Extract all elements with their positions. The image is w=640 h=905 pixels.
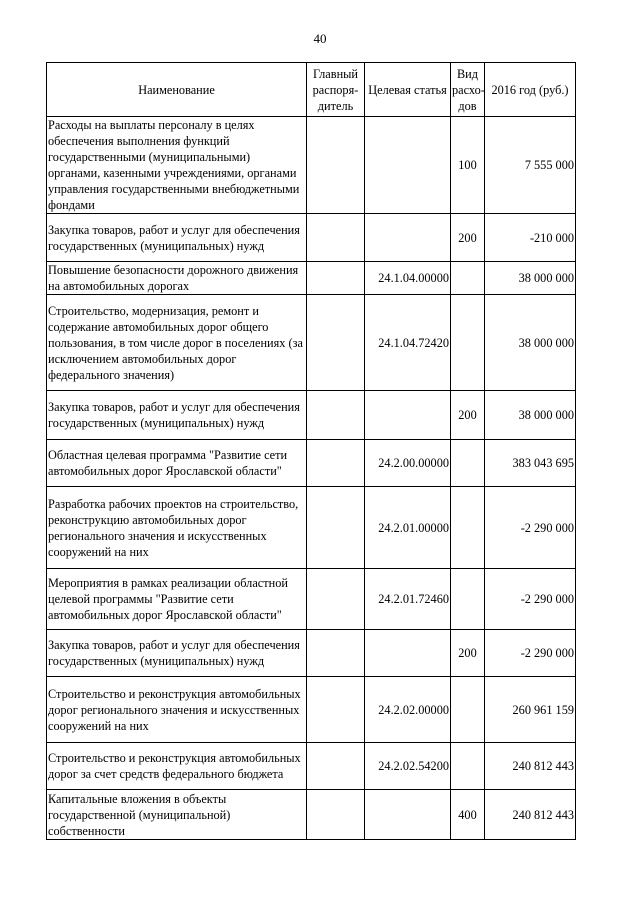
cell-manager	[307, 487, 365, 569]
cell-manager	[307, 677, 365, 743]
table-row	[47, 391, 576, 440]
cell-target: 24.2.00.00000	[365, 440, 451, 487]
table-row	[47, 117, 576, 214]
cell-target	[365, 117, 451, 214]
cell-manager	[307, 214, 365, 262]
cell-manager	[307, 262, 365, 295]
table-header-row	[47, 63, 576, 117]
cell-name: Закупка товаров, работ и услуг для обеспечения государственных (муниципальных) нужд	[47, 630, 307, 677]
cell-target: 24.2.02.54200	[365, 743, 451, 790]
table-row	[47, 295, 576, 391]
cell-manager	[307, 391, 365, 440]
cell-manager	[307, 743, 365, 790]
cell-kind	[451, 677, 485, 743]
table-row	[47, 630, 576, 677]
cell-kind: 100	[451, 117, 485, 214]
cell-kind	[451, 262, 485, 295]
cell-amount: 240 812 443	[485, 790, 576, 840]
cell-amount: -2 290 000	[485, 630, 576, 677]
cell-name: Строительство и реконструкция автомобильных дорог за счет средств федерального бюджета	[47, 743, 307, 790]
cell-kind	[451, 295, 485, 391]
cell-name: Расходы на выплаты персоналу в целях обеспечения выполнения функций государственными (муниципальными) органами, казенными учреждениями, органами управления государственными внебюджетными фондами	[47, 117, 307, 214]
cell-manager	[307, 569, 365, 630]
cell-target: 24.2.01.00000	[365, 487, 451, 569]
cell-name: Закупка товаров, работ и услуг для обеспечения государственных (муниципальных) нужд	[47, 214, 307, 262]
cell-target: 24.2.02.00000	[365, 677, 451, 743]
table-body	[47, 117, 576, 840]
cell-target	[365, 630, 451, 677]
cell-name: Повышение безопасности дорожного движения на автомобильных дорогах	[47, 262, 307, 295]
table-row	[47, 743, 576, 790]
cell-name: Закупка товаров, работ и услуг для обеспечения государственных (муниципальных) нужд	[47, 391, 307, 440]
cell-target: 24.1.04.72420	[365, 295, 451, 391]
table-row	[47, 569, 576, 630]
cell-amount: 383 043 695	[485, 440, 576, 487]
header-manager: Главный распоря-дитель	[307, 63, 365, 117]
page-number: 40	[313, 31, 327, 46]
cell-kind: 200	[451, 391, 485, 440]
cell-amount: 240 812 443	[485, 743, 576, 790]
cell-amount: -210 000	[485, 214, 576, 262]
budget-table	[46, 62, 576, 840]
cell-manager	[307, 117, 365, 214]
cell-target	[365, 790, 451, 840]
table-row	[47, 790, 576, 840]
cell-name: Строительство и реконструкция автомобильных дорог регионального значения и искусственных сооружений на них	[47, 677, 307, 743]
table-row	[47, 440, 576, 487]
header-kind: Вид расхо-дов	[451, 63, 485, 117]
cell-amount: -2 290 000	[485, 487, 576, 569]
cell-manager	[307, 440, 365, 487]
cell-manager	[307, 790, 365, 840]
cell-kind: 200	[451, 214, 485, 262]
cell-name: Строительство, модернизация, ремонт и содержание автомобильных дорог общего пользования, в том числе дорог в поселениях (за исключением автомобильных дорог федерального значения)	[47, 295, 307, 391]
cell-kind	[451, 487, 485, 569]
cell-name: Разработка рабочих проектов на строительство, реконструкцию автомобильных дорог регионального значения и искусственных сооружений на них	[47, 487, 307, 569]
cell-amount: 38 000 000	[485, 262, 576, 295]
cell-kind	[451, 569, 485, 630]
cell-kind: 400	[451, 790, 485, 840]
cell-kind: 200	[451, 630, 485, 677]
cell-amount: 260 961 159	[485, 677, 576, 743]
cell-target: 24.2.01.72460	[365, 569, 451, 630]
cell-target: 24.1.04.00000	[365, 262, 451, 295]
cell-manager	[307, 295, 365, 391]
cell-target	[365, 214, 451, 262]
table-row	[47, 214, 576, 262]
table-row	[47, 677, 576, 743]
cell-amount: 38 000 000	[485, 391, 576, 440]
table-row	[47, 487, 576, 569]
cell-kind	[451, 743, 485, 790]
cell-name: Мероприятия в рамках реализации областной целевой программы "Развитие сети автомобильных дорог Ярославской области"	[47, 569, 307, 630]
cell-amount: 7 555 000	[485, 117, 576, 214]
cell-name: Капитальные вложения в объекты государственной (муниципальной) собственности	[47, 790, 307, 840]
cell-kind	[451, 440, 485, 487]
cell-amount: 38 000 000	[485, 295, 576, 391]
table-row	[47, 262, 576, 295]
cell-target	[365, 391, 451, 440]
cell-name: Областная целевая программа "Развитие сети автомобильных дорог Ярославской области"	[47, 440, 307, 487]
header-amount: 2016 год (руб.)	[485, 63, 576, 117]
header-name: Наименование	[47, 63, 307, 117]
header-target: Целевая статья	[365, 63, 451, 117]
cell-amount: -2 290 000	[485, 569, 576, 630]
cell-manager	[307, 630, 365, 677]
